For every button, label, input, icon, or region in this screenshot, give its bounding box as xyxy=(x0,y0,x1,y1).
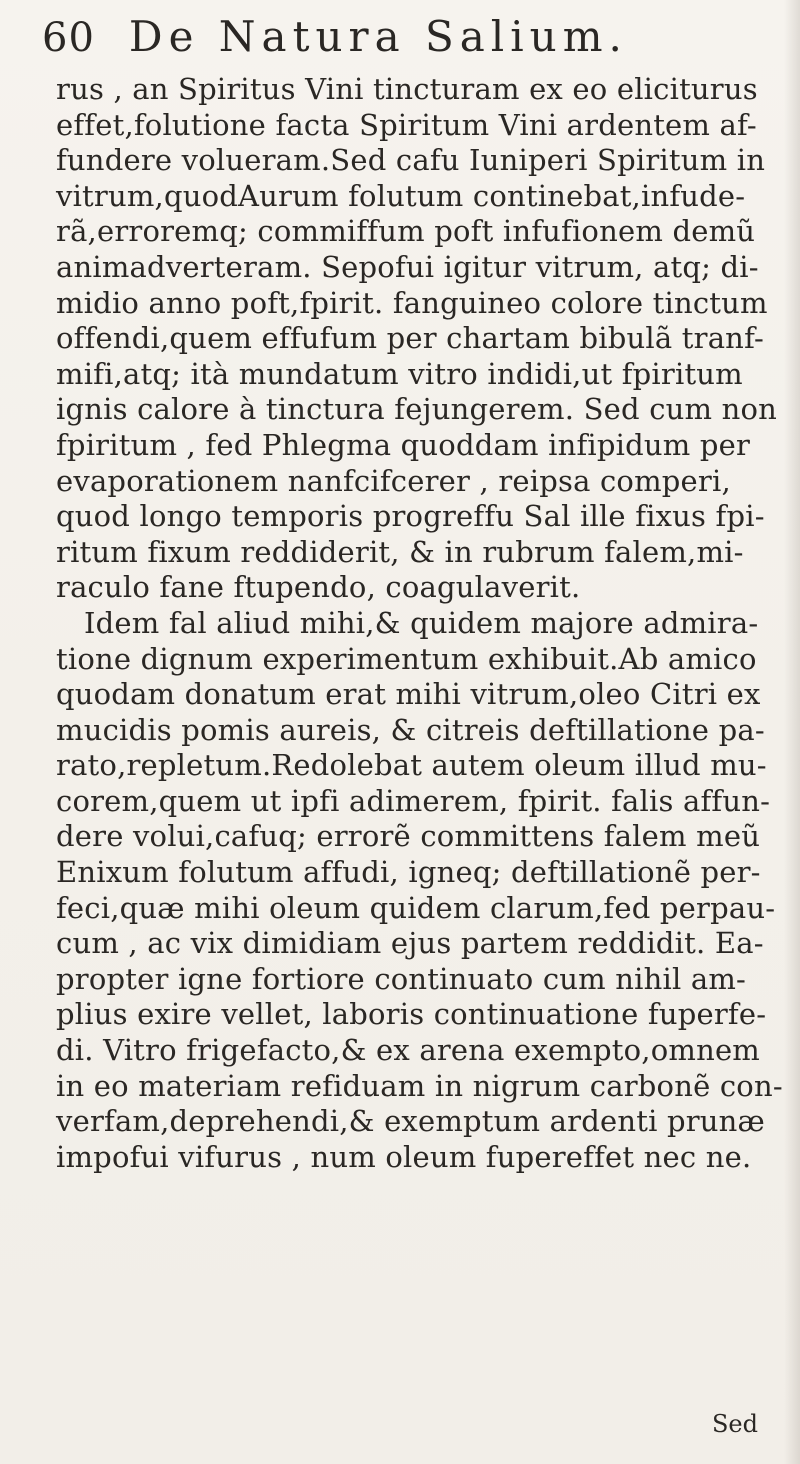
text-line: midio anno poft,fpirit. fanguineo colore tinctum xyxy=(56,285,768,320)
text-line: offendi,quem effufum per chartam bibulã tranf- xyxy=(56,321,764,356)
text-line: plius exire vellet, laboris continuatione fuperfe- xyxy=(56,997,767,1032)
text-line: tione dignum experimentum exhibuit.Ab amico xyxy=(56,641,757,676)
catchword: Sed xyxy=(711,1410,758,1438)
text-line: propter igne fortiore continuato cum nihil am- xyxy=(56,961,747,996)
text-line: mifi,atq; ità mundatum vitro indidi,ut fpiritum xyxy=(56,356,743,391)
text-line: fpiritum , fed Phlegma quoddam infipidum per xyxy=(56,427,751,462)
text-line: ritum fixum reddiderit, & in rubrum falem,mi- xyxy=(56,534,744,569)
text-line: rã,erroremq; commiffum poft infufionem demũ xyxy=(56,214,756,249)
running-title: De Natura Salium. xyxy=(128,12,628,61)
text-line: ignis calore à tinctura fejungerem. Sed cum non xyxy=(56,392,778,427)
text-line: mucidis pomis aureis, & citreis deftillatione pa- xyxy=(56,712,765,747)
text-line: animadverteram. Sepofui igitur vitrum, atq; di- xyxy=(56,249,759,284)
text-line: quodam donatum erat mihi vitrum,oleo Citri ex xyxy=(56,677,761,712)
text-line: feci,quæ mihi oleum quidem clarum,fed perpau- xyxy=(56,890,776,925)
text-line: dere volui,cafuq; errorẽ committens falem meũ xyxy=(56,819,761,854)
text-line: evaporationem nanfcifcerer , reipsa comperi, xyxy=(56,463,731,498)
text-line: corem,quem ut ipfi adimerem, fpirit. falis affun- xyxy=(56,783,771,818)
text-line: fundere volueram.Sed cafu Iuniperi Spiritum in xyxy=(56,143,766,178)
page-edge-shadow xyxy=(784,0,800,1464)
text-line: di. Vitro frigefacto,& ex arena exempto,omnem xyxy=(56,1033,761,1068)
text-line: rus , an Spiritus Vini tincturam ex eo eliciturus xyxy=(56,72,758,106)
text-line: in eo materiam refiduam in nigrum carbonẽ con- xyxy=(56,1068,783,1103)
text-line: verfam,deprehendi,& exemptum ardenti prunæ xyxy=(56,1104,766,1139)
text-line: vitrum,quodAurum folutum continebat,infude- xyxy=(56,178,746,213)
text-line: Enixum folutum affudi, igneq; deftillationẽ per- xyxy=(56,855,761,890)
text-line: cum , ac vix dimidiam ejus partem reddidit. Ea- xyxy=(56,926,764,961)
text-line: effet,folutione facta Spiritum Vini ardentem af- xyxy=(56,107,757,142)
page-number: 60 xyxy=(42,15,95,61)
body-text xyxy=(56,72,783,1175)
text-line: impofui vifurus , num oleum fupereffet nec ne. xyxy=(56,1139,752,1174)
text-line: raculo fane ftupendo, coagulaverit. xyxy=(56,570,581,605)
text-line: quod longo temporis progreffu Sal ille fixus fpi- xyxy=(56,499,765,534)
text-line: rato,repletum.Redolebat autem oleum illud mu- xyxy=(56,748,767,783)
text-line: Idem fal aliud mihi,& quidem majore admira- xyxy=(84,605,759,640)
